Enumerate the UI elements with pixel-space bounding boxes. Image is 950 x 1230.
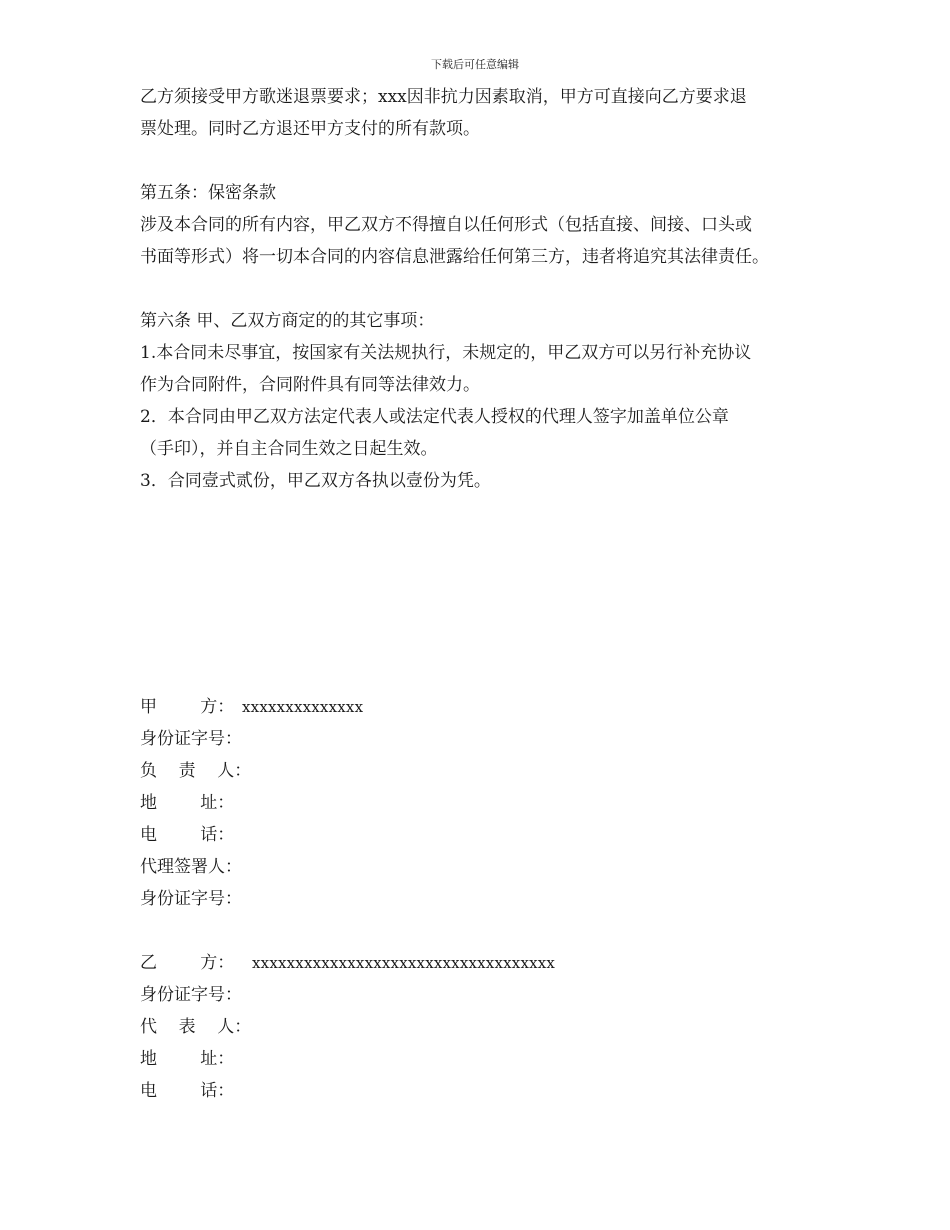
party-a-responsible-label: 负 责 人： — [140, 761, 252, 781]
party-a-address-label: 地 址： — [140, 793, 235, 813]
article-6-line-3: 2．本合同由甲乙双方法定代表人或法定代表人授权的代理人签字加盖单位公章 — [140, 407, 729, 427]
party-b-address-row — [140, 1049, 242, 1069]
article-6-title: 第六条 甲、乙双方商定的的其它事项： — [140, 311, 435, 331]
article-6-line-1: 1.本合同未尽事宜，按国家有关法规执行，未规定的，甲乙双方可以另行补充协议 — [140, 343, 752, 363]
party-b-id-label: 身份证字号： — [140, 985, 242, 1005]
party-a-address-row — [140, 793, 242, 813]
party-a-phone-row — [140, 825, 242, 845]
party-a-row — [140, 697, 363, 717]
party-b-row — [140, 953, 555, 973]
party-b-representative-label: 代 表 人： — [140, 1017, 252, 1037]
party-a-agent-row — [140, 857, 242, 877]
intro-line-1: 乙方须接受甲方歌迷退票要求；xxx因非抗力因素取消，甲方可直接向乙方要求退 — [140, 87, 747, 107]
party-a-responsible-row — [140, 761, 252, 781]
article-5-line-1: 涉及本合同的所有内容，甲乙双方不得擅自以任何形式（包括直接、间接、口头或 — [140, 215, 752, 235]
party-b-id-row — [140, 985, 242, 1005]
party-a-agent-id-label: 身份证字号： — [140, 889, 242, 909]
party-b-representative-row — [140, 1017, 252, 1037]
party-a-agent-label: 代理签署人： — [140, 857, 242, 877]
party-b-label: 乙 方： — [140, 953, 235, 973]
intro-line-2: 票处理。同时乙方退还甲方支付的所有款项。 — [140, 119, 480, 139]
party-a-label: 甲 方： — [140, 697, 235, 717]
article-6-line-5: 3．合同壹式贰份，甲乙双方各执以壹份为凭。 — [140, 471, 491, 491]
article-5-line-2: 书面等形式）将一切本合同的内容信息泄露给任何第三方，违者将追究其法律责任。 — [140, 247, 769, 267]
article-5-title: 第五条：保密条款 — [140, 183, 276, 203]
party-b-phone-row — [140, 1081, 242, 1101]
party-a-id-label: 身份证字号： — [140, 729, 242, 749]
party-a-phone-label: 电 话： — [140, 825, 235, 845]
party-b-value: xxxxxxxxxxxxxxxxxxxxxxxxxxxxxxxxxxx — [252, 954, 556, 972]
article-6-line-2: 作为合同附件，合同附件具有同等法律效力。 — [140, 375, 480, 395]
party-a-value: xxxxxxxxxxxxxx — [242, 698, 364, 716]
party-b-phone-label: 电 话： — [140, 1081, 235, 1101]
party-b-address-label: 地 址： — [140, 1049, 235, 1069]
header-note: 下载后可任意编辑 — [431, 58, 519, 71]
article-6-line-4: （手印），并自主合同生效之日起生效。 — [140, 439, 438, 459]
party-a-agent-id-row — [140, 889, 242, 909]
party-a-id-row — [140, 729, 242, 749]
